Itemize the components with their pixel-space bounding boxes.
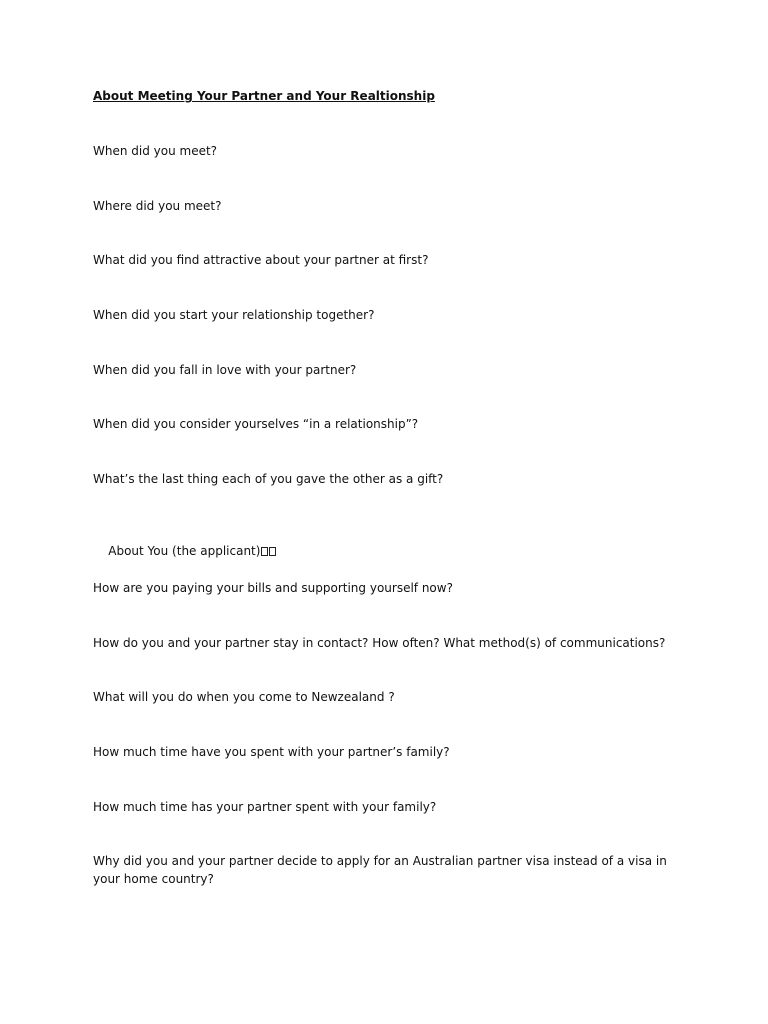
- question-item: How do you and your partner stay in contact? How often? What method(s) of communications?: [93, 636, 666, 650]
- question-item: What will you do when you come to Newzealand ?: [93, 690, 395, 704]
- question-item: What’s the last thing each of you gave the other as a gift?: [93, 472, 444, 486]
- question-item: What did you find attractive about your partner at first?: [93, 253, 429, 267]
- question-item: When did you start your relationship together?: [93, 308, 375, 322]
- question-item: When did you consider yourselves “in a relationship”?: [93, 417, 419, 431]
- missing-glyph-icon: [261, 547, 268, 556]
- question-item: When did you fall in love with your partner?: [93, 363, 357, 377]
- question-item: When did you meet?: [93, 144, 218, 158]
- question-item: Why did you and your partner decide to apply for an Australian partner visa instead of a visa in your home country?: [93, 854, 671, 886]
- question-item: How are you paying your bills and supporting yourself now?: [93, 581, 453, 595]
- missing-glyph-icon: [269, 547, 276, 556]
- question-item: Where did you meet?: [93, 199, 222, 213]
- question-item: How much time has your partner spent with your family?: [93, 800, 437, 814]
- section-heading: About You (the applicant): [108, 544, 261, 558]
- section-heading-row: [93, 524, 693, 578]
- document-title: About Meeting Your Partner and Your Realtionship: [93, 89, 435, 103]
- question-item: How much time have you spent with your partner’s family?: [93, 745, 450, 759]
